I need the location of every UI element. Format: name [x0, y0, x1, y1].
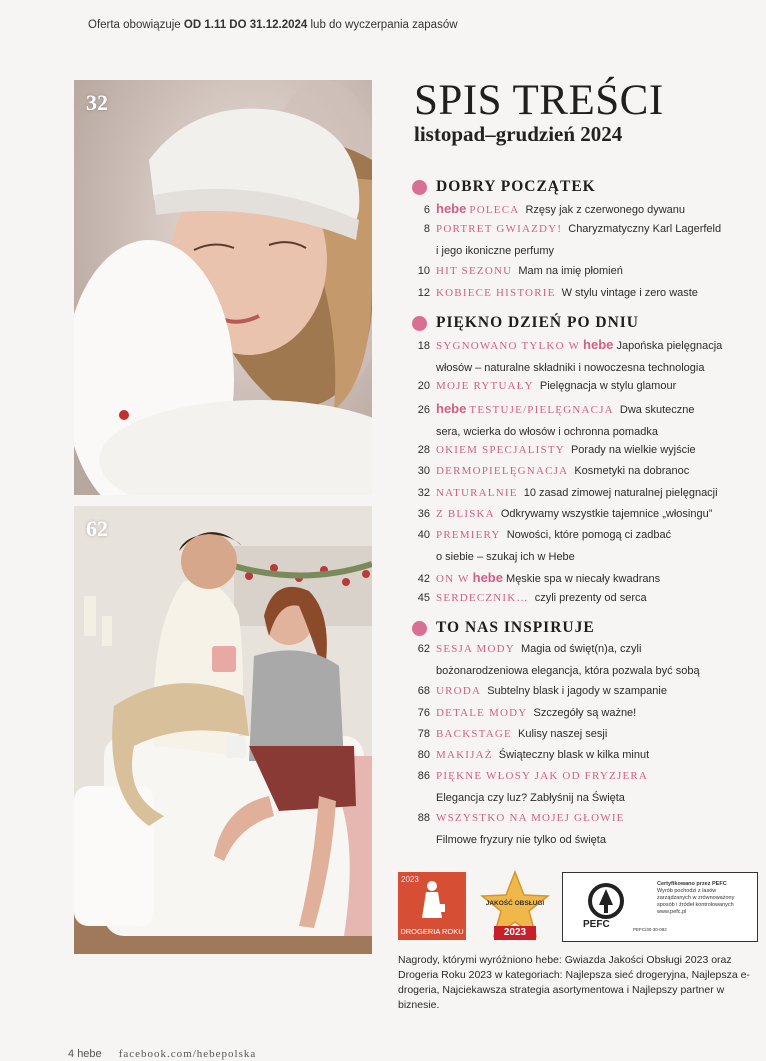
jakosc-obslugi-badge	[480, 870, 550, 942]
toc-entry[interactable]	[408, 724, 748, 746]
section-title: DOBRY POCZĄTEK	[436, 178, 596, 195]
toc-title: SPIS TREŚCI	[414, 77, 664, 124]
entry-page: 76	[417, 707, 430, 719]
pefc-text-block	[657, 881, 747, 916]
toc-entry[interactable]	[408, 703, 748, 725]
entry-text: W stylu vintage i zero waste	[561, 287, 698, 299]
jakosc-year: 2023	[503, 927, 527, 938]
pefc-certificate	[562, 872, 758, 942]
entry-page: 78	[417, 728, 430, 740]
entry-text: 10 zasad zimowej naturalnej pielęgnacji	[523, 487, 718, 499]
entry-text: Rzęsy jak z czerwonego dywanu	[525, 204, 686, 216]
toc-entry[interactable]	[408, 283, 748, 305]
pefc-url: www.pefc.pl	[657, 909, 687, 915]
entry-text: Magia od święt(n)a, czyli	[521, 643, 642, 655]
hebe-logo: hebe	[436, 401, 467, 416]
offer-dates: OD 1.11 DO 31.12.2024	[183, 19, 308, 31]
entry-text-continued: włosów – naturalne składniki i nowoczesna technologia	[436, 361, 705, 374]
entry-category: BACKSTAGE	[436, 728, 512, 740]
entry-page: 40	[417, 529, 430, 541]
entry-category: PIĘKNE WŁOSY JAK OD FRYZJERA	[436, 770, 649, 782]
entry-category: PREMIERY	[436, 529, 501, 541]
pefc-code: PEFC/30-30-082	[633, 927, 667, 932]
entry-text-continued: Elegancja czy luz? Zabłyśnij na Święta	[436, 791, 625, 804]
entry-text: Męskie spa w niecały kwadrans	[506, 573, 661, 585]
footer-page-number: 4	[68, 1048, 75, 1060]
hebe-logo: hebe	[436, 201, 467, 216]
section-dot-icon	[412, 621, 427, 636]
entry-page: 8	[423, 223, 430, 235]
toc-subtitle: listopad–grudzień 2024	[414, 122, 623, 146]
entry-category: POLECA	[469, 204, 520, 216]
drogeria-roku-badge	[398, 872, 466, 940]
footer-brand: hebe	[77, 1048, 102, 1060]
entry-page: 30	[417, 465, 430, 477]
entry-text-continued: o siebie – szukaj ich w Hebe	[436, 550, 575, 563]
entry-page: 26	[417, 404, 430, 416]
entry-text: Świąteczny blask w kilka minut	[498, 749, 650, 761]
entry-category: TESTUJE/PIELĘGNACJA	[469, 404, 614, 416]
entry-page: 36	[417, 508, 430, 520]
entry-text: Dwa skuteczne	[619, 404, 695, 416]
toc-entry[interactable]	[408, 504, 748, 526]
entry-page: 45	[417, 592, 430, 604]
entry-text: Mam na imię płomień	[518, 265, 623, 277]
toc-entry[interactable]	[408, 639, 748, 682]
awards-note: Nagrody, którymi wyróżniono hebe: Gwiazda Jakości Obsługi 2023 oraz Drogeria Roku 2023 w kategoriach: Najlepsza sieć drogeryjna, Najlepsza e-drogeria, Najciekawsza strategia asortymentowa i Najlepszy partner w biznesie.	[398, 954, 750, 1011]
offer-suffix: lub do wyczerpania zapasów	[310, 19, 458, 31]
photo-woman-illustration	[74, 80, 372, 495]
section-dot-icon	[412, 180, 427, 195]
entry-text-continued: i jego ikoniczne perfumy	[436, 244, 555, 257]
entry-text-continued: Filmowe fryzury nie tylko od święta	[436, 833, 606, 846]
photo-couple-on-sofa[interactable]	[74, 506, 372, 954]
entry-category: NATURALNIE	[436, 487, 518, 499]
entry-page: 20	[417, 380, 430, 392]
entry-page: 18	[417, 340, 430, 352]
award-badges	[398, 870, 758, 942]
entry-text: Szczegóły są ważne!	[533, 707, 637, 719]
toc-entry[interactable]	[408, 261, 748, 283]
entry-page: 80	[417, 749, 430, 761]
entry-text: Odkrywamy wszystkie tajemnice „włosingu”	[500, 508, 713, 520]
toc-entry[interactable]	[408, 461, 748, 483]
entry-page: 12	[417, 287, 430, 299]
entry-text-continued: bożonarodzeniowa elegancja, która pozwala być sobą	[436, 664, 700, 677]
pefc-logo-text: PEFC	[583, 919, 610, 930]
entry-category: URODA	[436, 685, 482, 697]
toc-entry[interactable]	[408, 588, 748, 610]
section-header	[412, 314, 639, 332]
entry-text: Kulisy naszej sesji	[518, 728, 608, 740]
page-footer	[68, 1048, 256, 1060]
entry-category: SERDECZNIK…	[436, 592, 529, 604]
hebe-logo: hebe	[583, 337, 614, 352]
photo-page-number: 62	[86, 516, 108, 541]
entry-category: MAKIJAŻ	[436, 749, 493, 761]
facebook-link[interactable]: facebook.com/hebepolska	[118, 1048, 257, 1060]
entry-category: PORTRET GWIAZDY!	[436, 223, 563, 235]
offer-line	[88, 19, 458, 31]
section-title: PIĘKNO DZIEŃ PO DNIU	[436, 314, 640, 331]
entry-category: Z BLISKA	[436, 508, 495, 520]
entry-text: czyli prezenty od serca	[534, 592, 647, 604]
photo-couple-illustration	[74, 506, 372, 954]
toc-entry[interactable]	[408, 334, 748, 379]
toc-entry[interactable]	[408, 525, 748, 568]
entry-category: SYGNOWANO TYLKO W	[436, 340, 581, 352]
toc-entry[interactable]	[408, 483, 748, 505]
toc-entry[interactable]	[408, 745, 748, 767]
entry-page: 32	[417, 487, 430, 499]
photo-woman-winter-hat[interactable]	[74, 80, 372, 495]
section-dot-icon	[412, 316, 427, 331]
entry-page: 10	[417, 265, 430, 277]
section-header	[412, 178, 596, 196]
hebe-logo: hebe	[472, 570, 503, 585]
pefc-description: Wyrób pochodzi z lasów zarządzanych w zrównoważony sposób i źródeł kontrolowanych	[657, 888, 735, 908]
entry-page: 68	[417, 685, 430, 697]
offer-prefix: Oferta obowiązuje	[88, 19, 181, 31]
entry-category: HIT SEZONU	[436, 265, 513, 277]
toc-entry[interactable]	[408, 398, 748, 443]
photo-page-number: 32	[86, 90, 108, 115]
entry-category: MOJE RYTUAŁY	[436, 380, 534, 392]
entry-text: Porady na wielkie wyjście	[570, 444, 696, 456]
entry-text: Kosmetyki na dobranoc	[574, 465, 690, 477]
entry-page: 62	[417, 643, 430, 655]
entry-page: 28	[417, 444, 430, 456]
toc-entry[interactable]	[408, 681, 748, 703]
section-title: TO NAS INSPIRUJE	[436, 619, 595, 636]
entry-text: Pielęgnacja w stylu glamour	[539, 380, 677, 392]
entry-category: KOBIECE HISTORIE	[436, 287, 556, 299]
toc-entry[interactable]	[408, 219, 748, 262]
toc-entry[interactable]	[408, 808, 748, 851]
entry-page: 42	[417, 573, 430, 585]
entry-page: 88	[417, 812, 430, 824]
entry-category: ON W	[436, 573, 470, 585]
entry-text-continued: sera, wcierka do włosów i ochronna pomadka	[436, 425, 658, 438]
entry-text: Subtelny blask i jagody w szampanie	[487, 685, 667, 697]
badge-label: DROGERIA ROKU	[400, 927, 464, 936]
section-header	[412, 619, 595, 637]
entry-category: DETALE MODY	[436, 707, 528, 719]
badge-year: 2023	[401, 875, 419, 884]
entry-category: WSZYSTKO NA MOJEJ GŁOWIE	[436, 812, 625, 824]
entry-text: Japońska pielęgnacja	[616, 340, 723, 352]
entry-page: 86	[417, 770, 430, 782]
toc-entry[interactable]	[408, 766, 748, 809]
toc-entry[interactable]	[408, 376, 748, 398]
entry-category: SESJA MODY	[436, 643, 515, 655]
pefc-header: Certyfikowano przez PEFC	[657, 881, 727, 887]
entry-text: Nowości, które pomogą ci zadbać	[506, 529, 672, 541]
toc-entry[interactable]	[408, 440, 748, 462]
entry-category: DERMOPIELĘGNACJA	[436, 465, 569, 477]
entry-text: Charyzmatyczny Karl Lagerfeld	[568, 223, 722, 235]
jakosc-label: JAKOŚĆ OBSŁUGI	[485, 900, 545, 907]
entry-category: OKIEM SPECJALISTY	[436, 444, 565, 456]
entry-page: 6	[423, 204, 430, 216]
